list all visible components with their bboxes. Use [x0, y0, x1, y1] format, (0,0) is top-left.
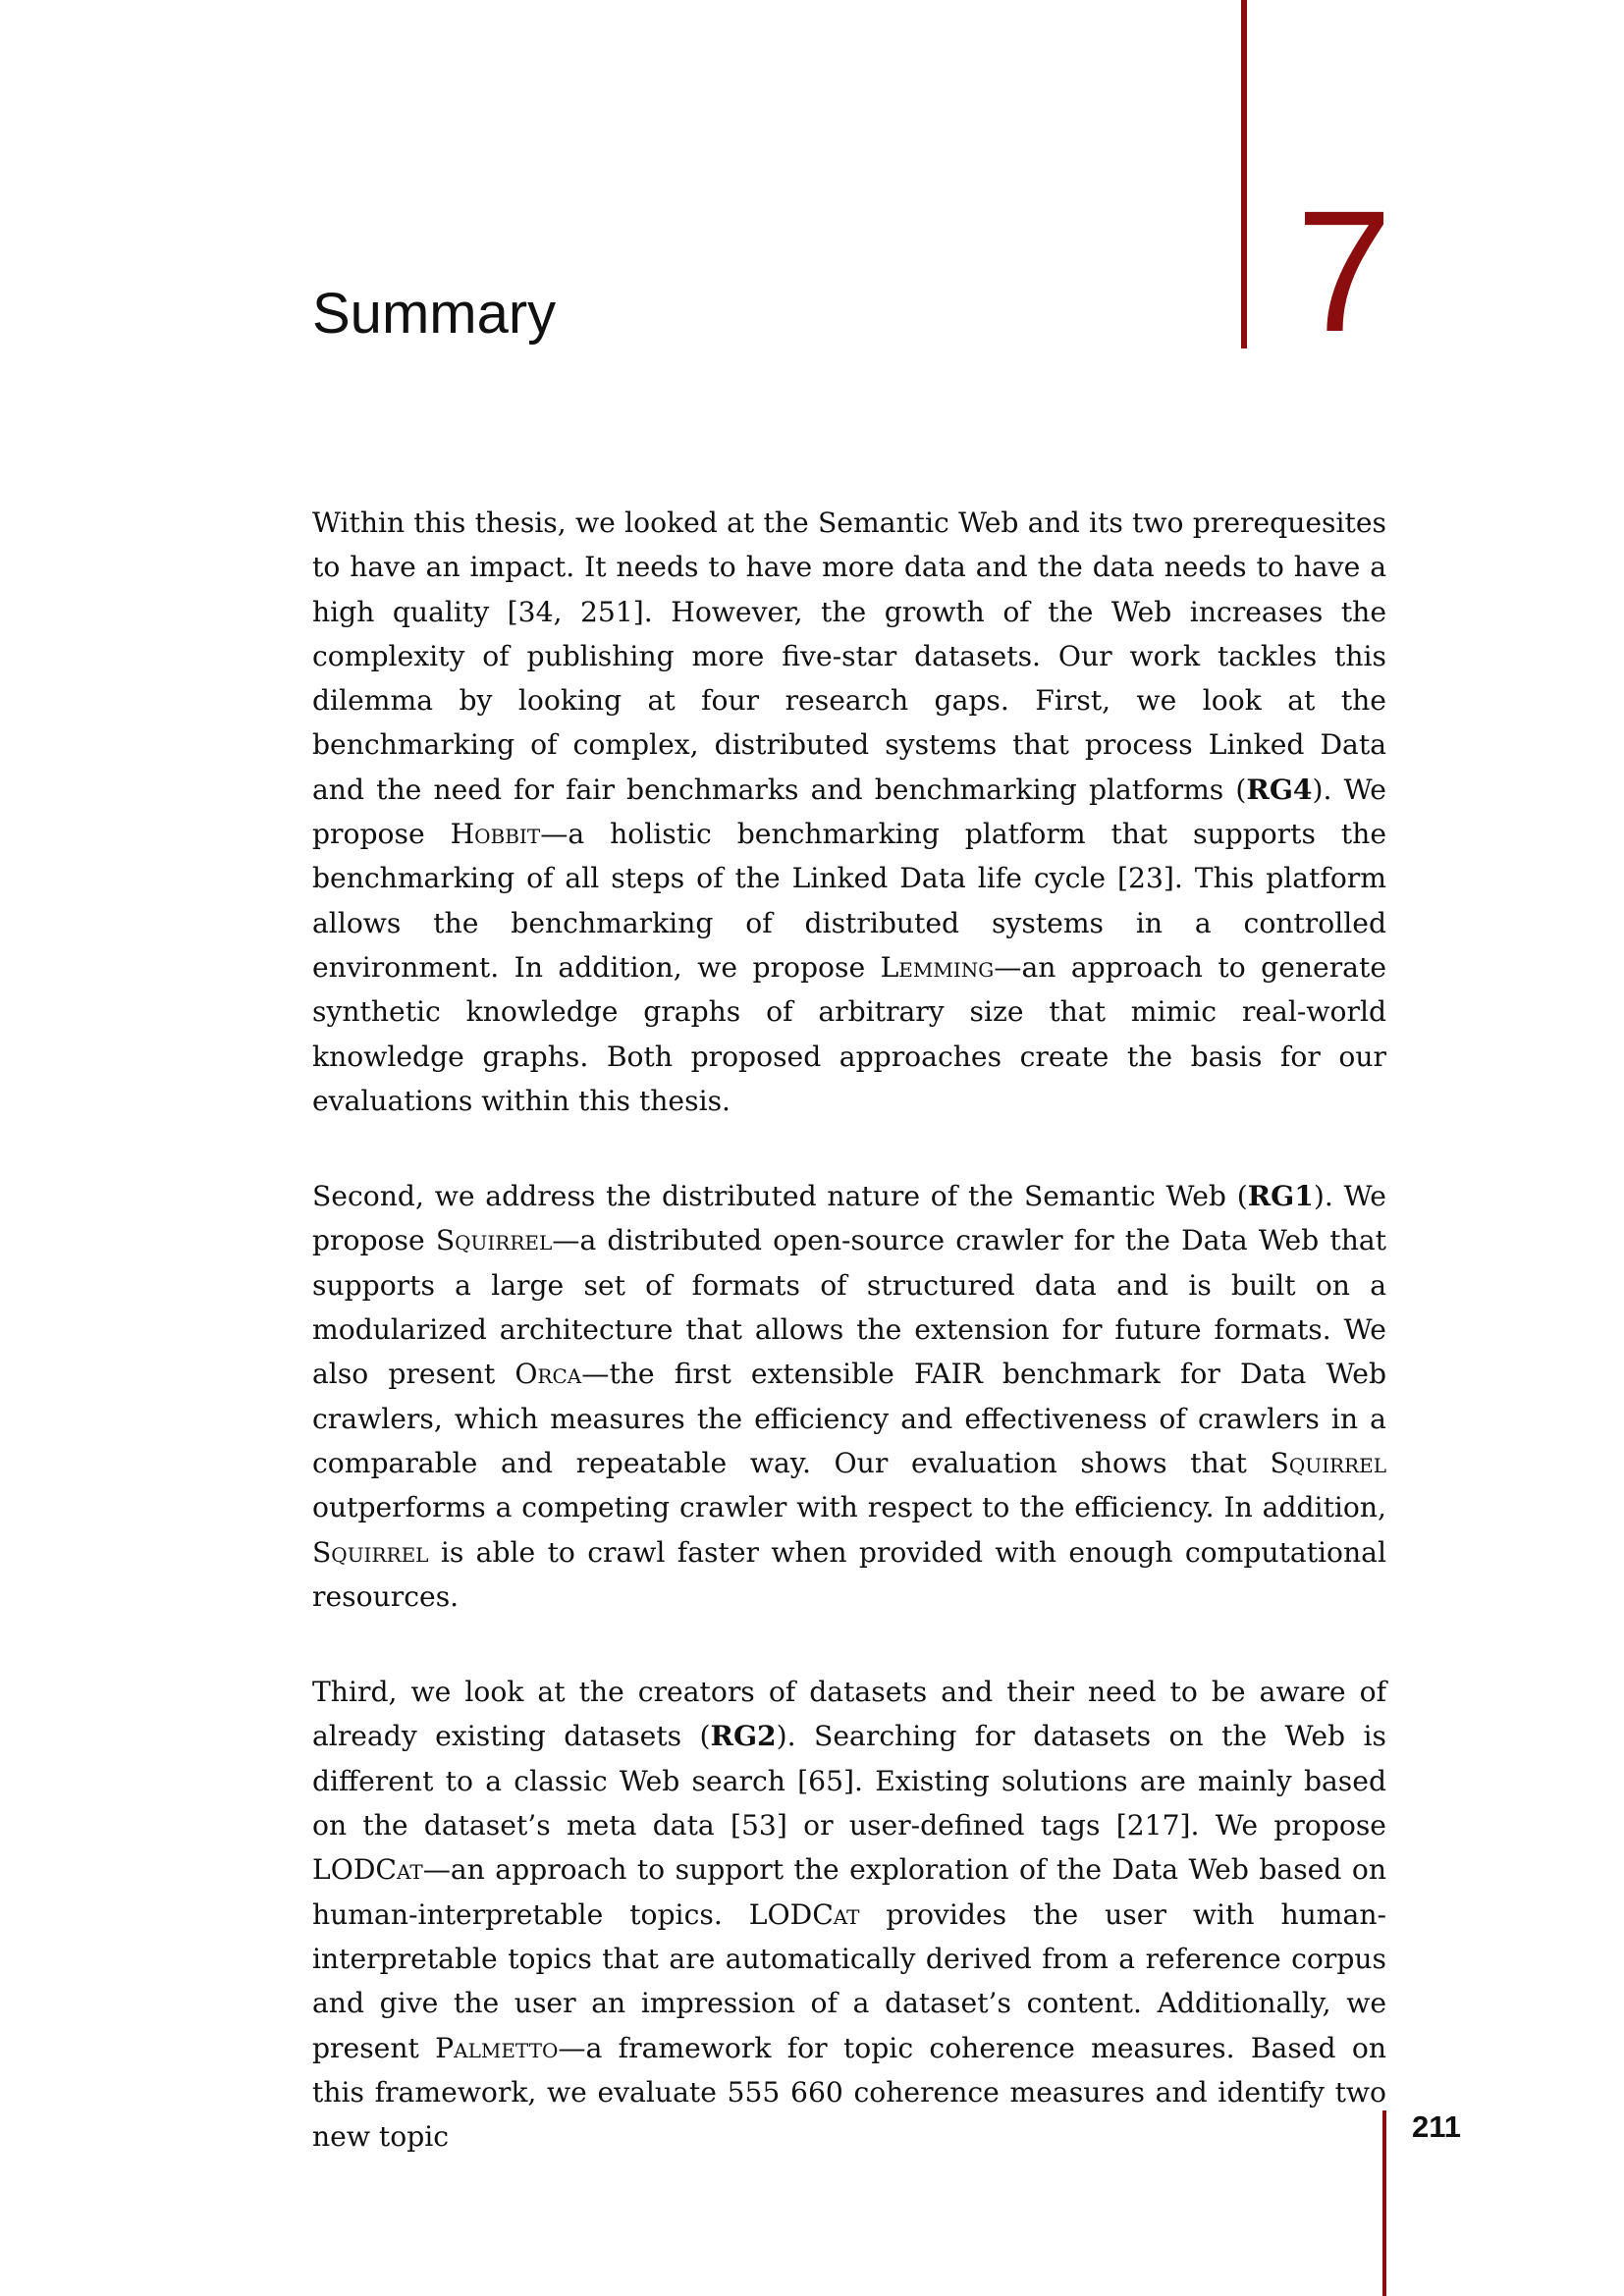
chapter-rule — [1241, 0, 1247, 348]
research-gap-label: RG4 — [1246, 773, 1313, 806]
text-run: is able to crawl faster when provided with enough computational resources. — [312, 1535, 1386, 1613]
paragraph — [312, 1174, 1386, 1619]
research-gap-label: RG1 — [1247, 1180, 1314, 1213]
text-run: —an approach to generate synthetic knowledge graphs of arbitrary size that mimic real-world knowledge graphs. Both proposed approaches create the basis for our evaluations within this thesis. — [312, 950, 1386, 1117]
system-name: Hobbit — [450, 818, 541, 851]
text-run: —a holistic benchmarking platform that supports the benchmarking of all steps of the Linked Data life cycle [23]. This platform allows the benchmarking of distributed systems in a controlled environment. In addition, we propose — [312, 818, 1387, 984]
text-run: ). We propose — [312, 773, 1386, 851]
text-run: ). We propose — [312, 1180, 1386, 1257]
paragraph — [312, 1670, 1386, 2159]
footer-rule — [1382, 2110, 1386, 2296]
text-run: outperforms a competing crawler with respect to the efficiency. In addition, — [312, 1491, 1386, 1524]
system-name: Squirrel — [435, 1224, 553, 1257]
system-name: LODCat — [748, 1897, 860, 1931]
system-name: Orca — [514, 1358, 582, 1391]
text-run: —the first extensible FAIR benchmark for Data Web crawlers, which measures the efficiency and effectiveness of crawlers in a comparable and repeatable way. Our evaluation shows that — [312, 1358, 1386, 1479]
system-name: Squirrel — [1270, 1446, 1386, 1479]
chapter-number: 7 — [1296, 176, 1392, 368]
system-name: Squirrel — [312, 1535, 429, 1569]
page-number: 211 — [1412, 2109, 1462, 2144]
chapter-title: Summary — [312, 282, 557, 346]
text-run: Second, we address the distributed nature of the Semantic Web ( — [312, 1180, 1248, 1213]
system-name: Lemming — [880, 950, 995, 984]
research-gap-label: RG2 — [710, 1720, 777, 1753]
text-run: ). Searching for datasets on the Web is different to a classic Web search [65]. Existing solutions are mainly based on the dataset’s meta data [53] or user-defined tags [217]. We propose — [312, 1720, 1386, 1842]
system-name: LODCat — [312, 1853, 423, 1887]
text-run: provides the user with human-interpretable topics that are automatically derived from a reference corpus and give the user an impression of a dataset’s content. Additionally, we present — [312, 1897, 1387, 2064]
text-run: Within this thesis, we looked at the Semantic Web and its two prerequesites to have an impact. It needs to have more data and the data needs to have a high quality [34, 251]. However, the growth of the Web increases the complexity of publishing more five-star datasets. Our work tackles this dilemma by looking at four research gaps. First, we look at the benchmarking of complex, distributed systems that process Linked Data and the need for fair benchmarks and benchmarking platforms ( — [312, 507, 1386, 806]
text-run: —a framework for topic coherence measures. Based on this framework, we evaluate 555 660 coherence measures and identify two new topic — [312, 2031, 1386, 2154]
paragraph — [312, 501, 1386, 1123]
text-run: —an approach to support the exploration of the Data Web based on human-interpretable topics. — [312, 1853, 1386, 1931]
text-run: —a distributed open-source crawler for the Data Web that supports a large set of formats of structured data and is built on a modularized architecture that allows the extension for future formats. We also present — [312, 1224, 1387, 1391]
system-name: Palmetto — [435, 2031, 559, 2064]
text-run: Third, we look at the creators of datasets and their need to be aware of already existing datasets ( — [312, 1676, 1386, 1753]
body-text — [312, 501, 1386, 2210]
